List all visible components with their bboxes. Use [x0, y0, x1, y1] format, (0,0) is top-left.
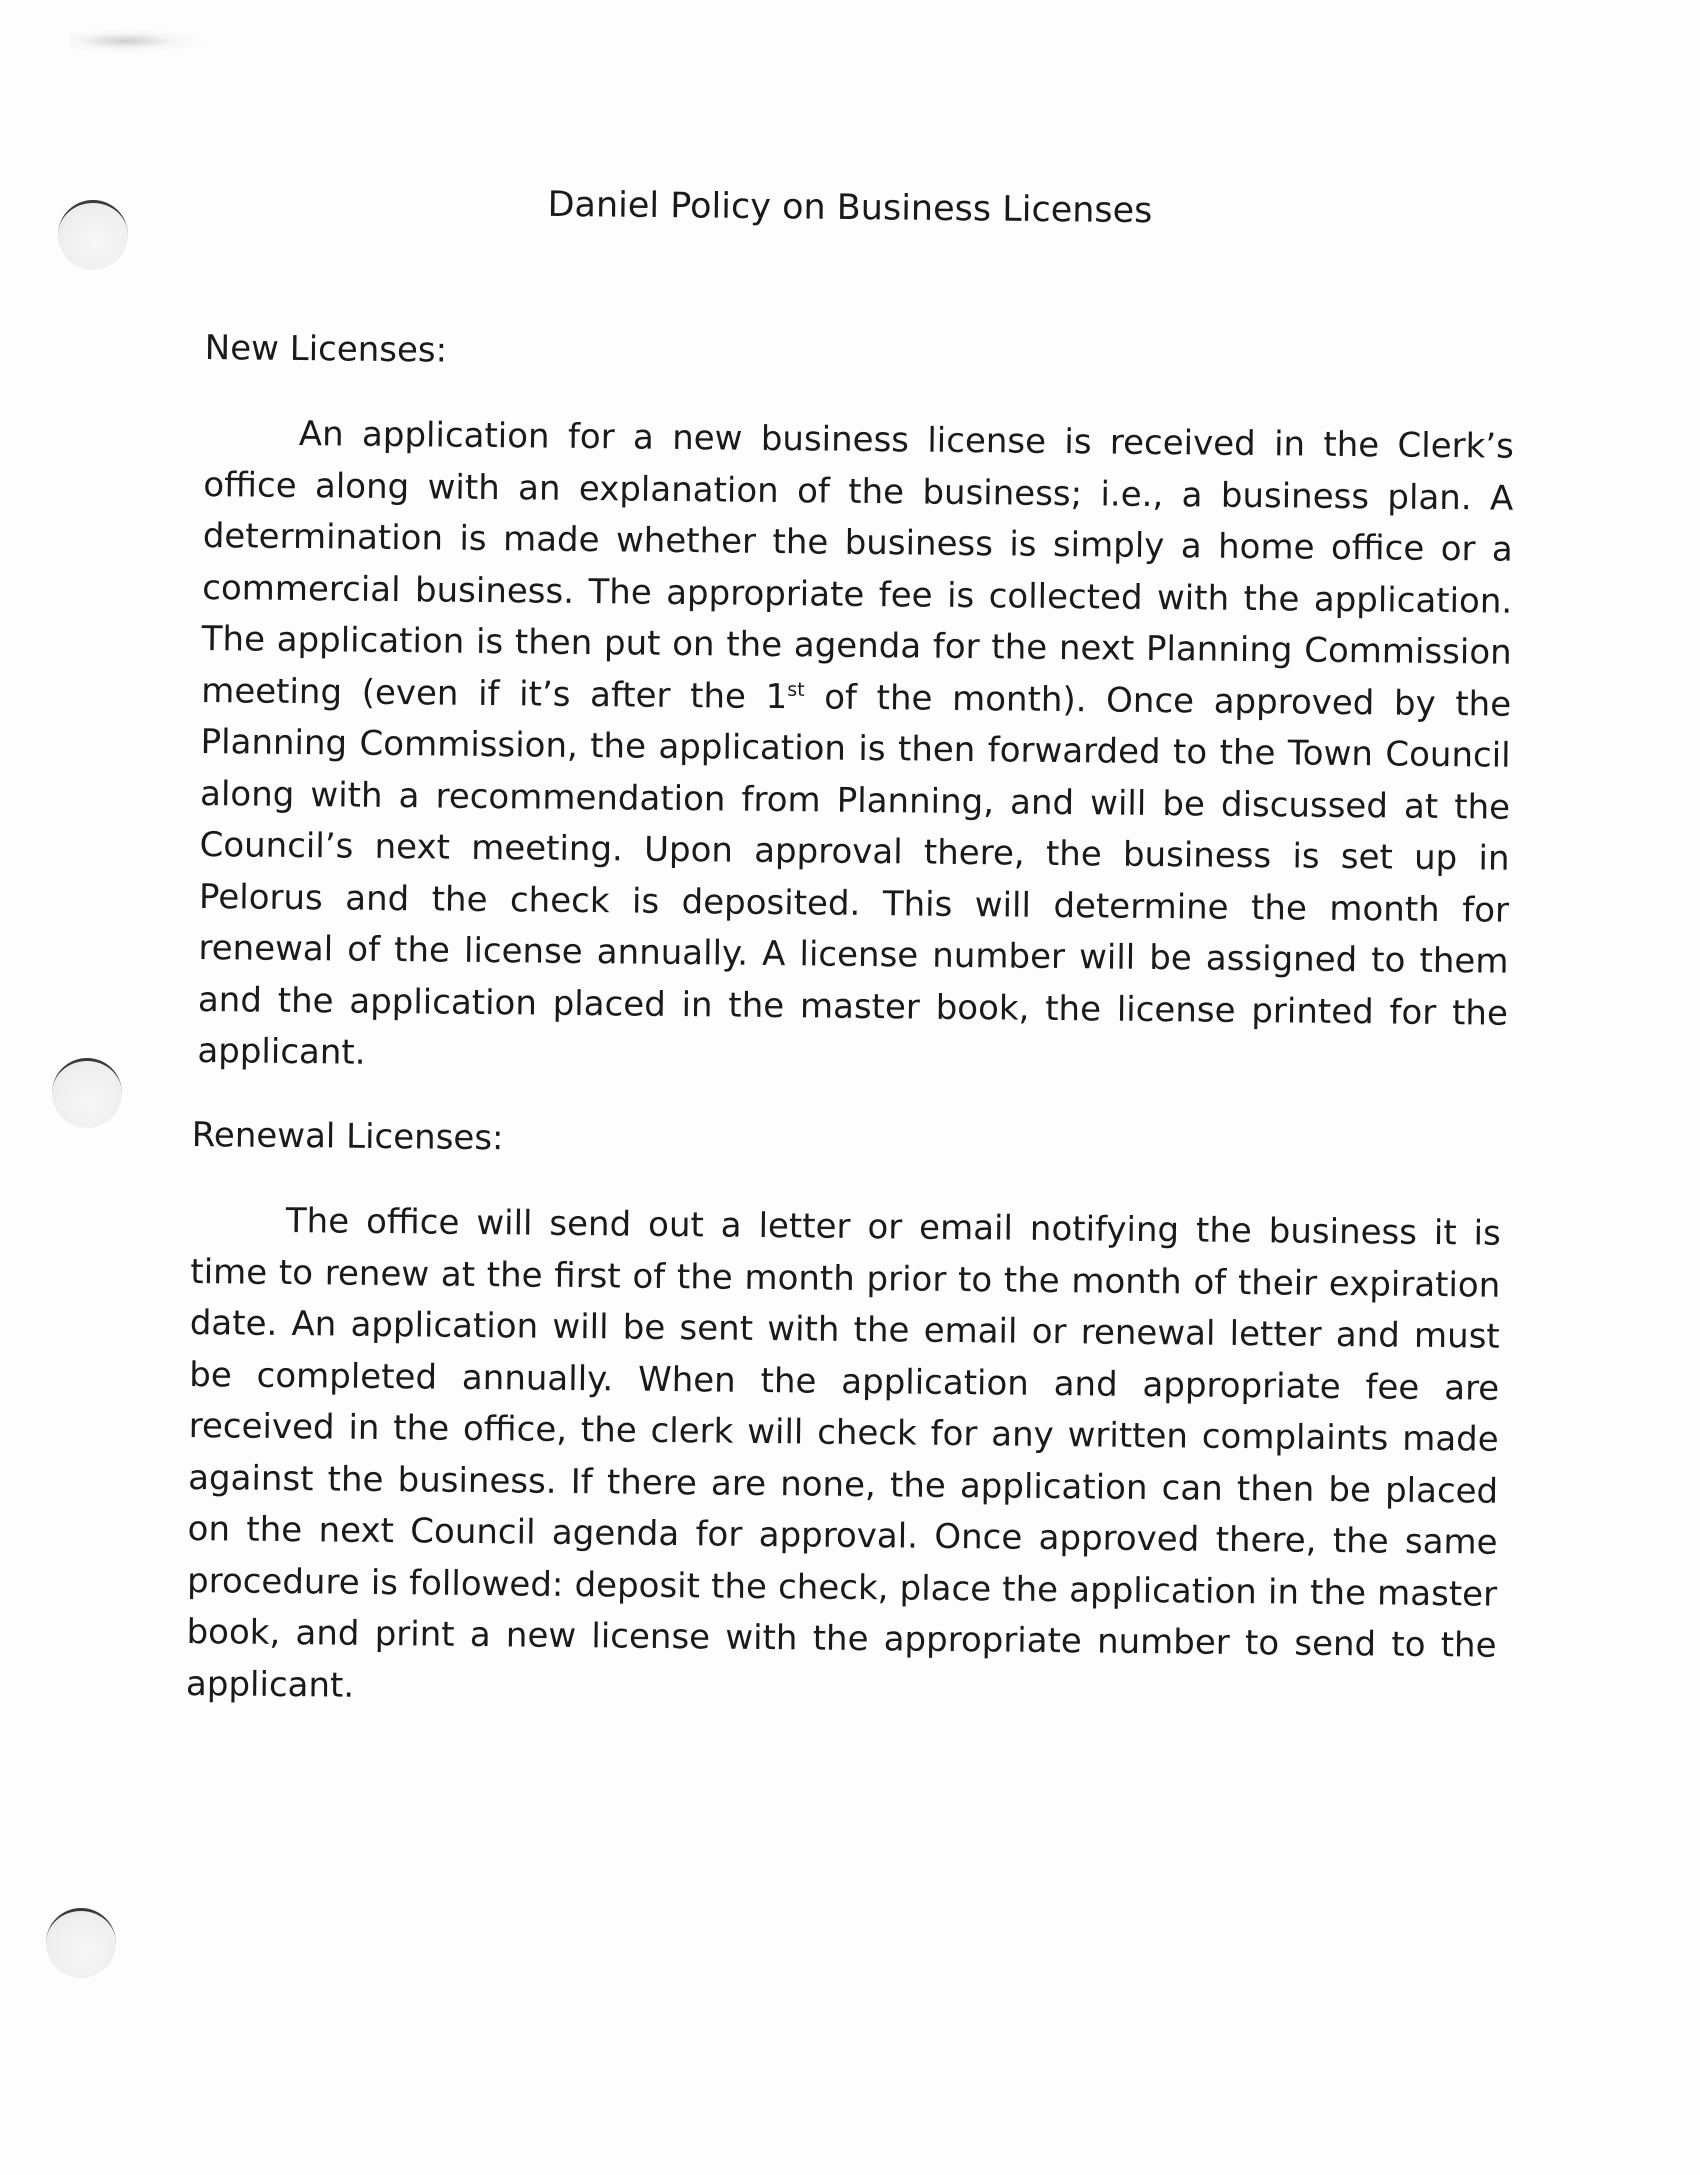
body-text-part-2: of the month). Once approved by the Planning Commission, the application is then forwarded to the Town Council along with a recommendation from Planning, and will be discussed at the Council’s next meeting. Upon approval there, the business is set up in Pelorus and the check is deposited. This will determine the month for renewal of the license annually. A license number will be assigned to them and the application placed in the master book, the license printed for the applicant.: [197, 676, 1512, 1073]
section-heading-renewal-licenses: Renewal Licenses:: [191, 1115, 504, 1159]
section-body-new-licenses: [197, 408, 1514, 1091]
section-renewal-licenses: [186, 1115, 1502, 1724]
section-heading-new-licenses: New Licenses:: [204, 328, 448, 371]
scan-speck: [70, 28, 210, 54]
ordinal-superscript: st: [787, 678, 805, 701]
punch-hole-bottom: [46, 1908, 116, 1978]
section-body-renewal-licenses: The office will send out a letter or email notifying the business it is time to renew at the first of the month prior to the month of their expiration date. An application will be sent with the email or renewal letter and must be completed annually. When the application and appropriate fee are received in the office, the clerk will check for any written complaints made against the business. If there are none, the application can then be placed on the next Council agenda for approval. Once approved there, the same procedure is followed: deposit the check, place the application in the master book, and print a new license with the appropriate number to send to the applicant.: [185, 1200, 1502, 1706]
section-new-licenses: [197, 328, 1515, 1091]
body-text-part-1: An application for a new business license is received in the Clerk’s office along with an explanation of the business; i.e., a business plan. A determination is made whether the business is simply a home office or a commercial business. The appropriate fee is collected with the application. The application is then put on the agenda for the next Planning Commission meeting (even if it’s after the 1: [200, 413, 1515, 717]
punch-hole-middle: [52, 1058, 122, 1128]
document-title: Daniel Policy on Business Licenses: [547, 184, 1153, 232]
